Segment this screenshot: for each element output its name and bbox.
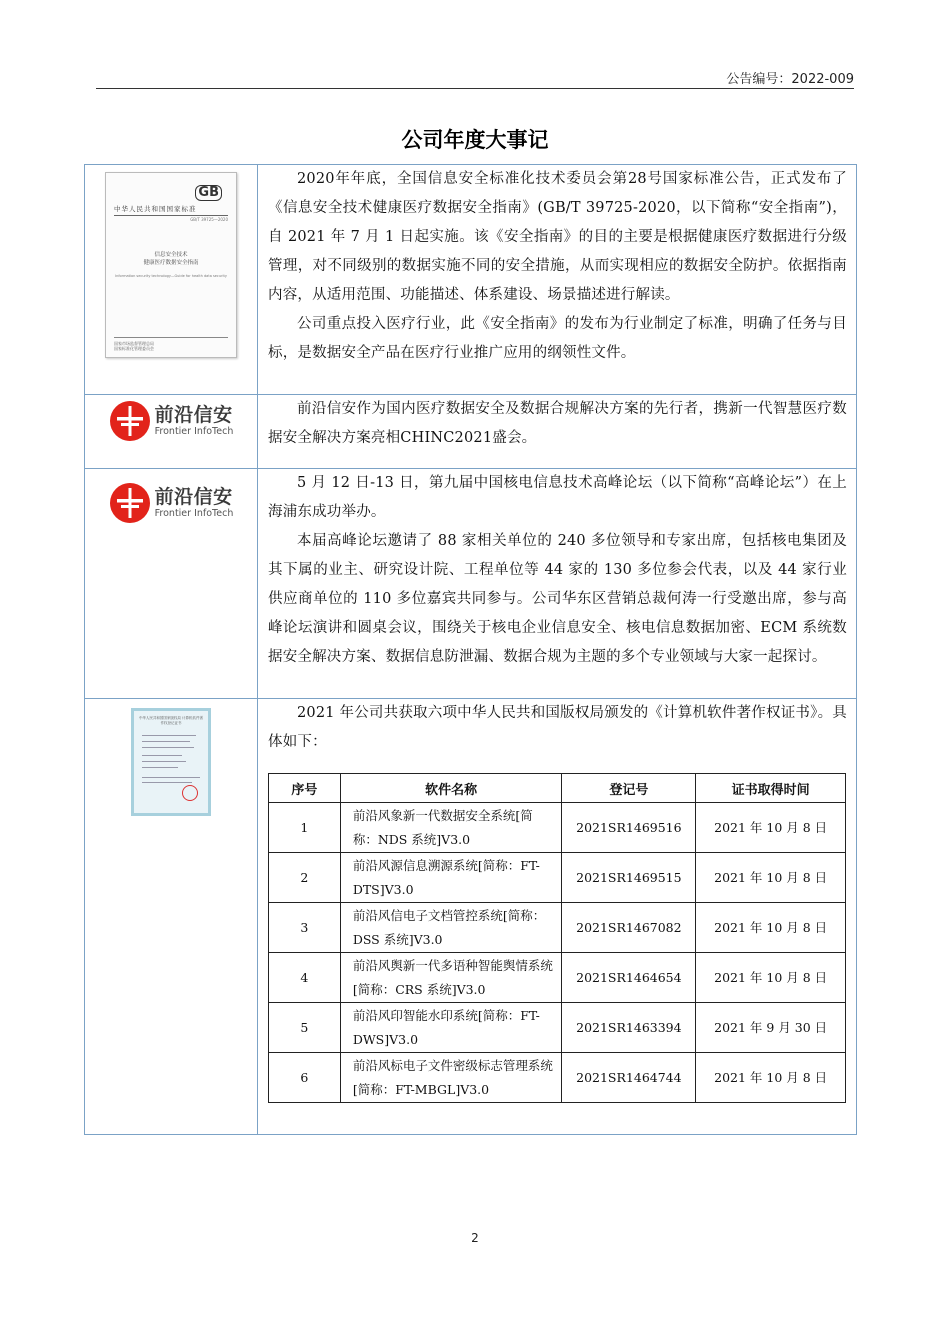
cell-software-name: 前沿风象新一代数据安全系统[简称：NDS 系统]V3.0 <box>340 803 562 853</box>
company-logo-icon <box>109 482 151 524</box>
company-logo-name-cn: 前沿信安 <box>154 404 233 426</box>
event-paragraph: 2021 年公司共获取六项中华人民共和国版权局颁发的《计算机软件著作权证书》。具体如下： <box>268 705 847 750</box>
cell-no: 2 <box>269 853 341 903</box>
gb-logo: GB <box>195 185 222 201</box>
event-paragraph: 2020年年底，全国信息安全标准化技术委员会第28号国家标准公告，正式发布了《信息安全技术健康医疗数据安全指南》(GB/T 39725-2020，以下简称“安全指南”)，自 2021 年 7 月 1 日起实施。该《安全指南》的目的主要是根据健康医疗数据进行分级管理，对不同级别的数据实施不同的安全措施，从而实现相应的数据安全防护。依据指南内容，从适用范围、功能描述、体系建设、场景描述进行解读。 <box>268 171 847 303</box>
table-row <box>269 803 846 853</box>
event-row <box>85 469 857 699</box>
event-text-cell <box>258 395 857 469</box>
company-logo-name-cn: 前沿信安 <box>154 486 233 508</box>
announcement-number: 公告编号：2022-009 <box>726 72 854 87</box>
copyright-certificate-image <box>131 708 211 816</box>
cell-registration-no: 2021SR1464654 <box>562 953 696 1003</box>
cell-no: 4 <box>269 953 341 1003</box>
cell-registration-no: 2021SR1469516 <box>562 803 696 853</box>
table-row <box>269 853 846 903</box>
gb-bottom-divider <box>114 337 228 338</box>
column-header: 软件名称 <box>340 774 562 803</box>
event-row <box>85 165 857 395</box>
cell-software-name: 前沿风印智能水印系统[简称：FT-DWS]V3.0 <box>340 1003 562 1053</box>
gb-publishers <box>114 341 154 351</box>
cell-no: 1 <box>269 803 341 853</box>
table-row <box>269 953 846 1003</box>
certificate-seal <box>182 785 198 801</box>
gb-standard-number: GB/T 39725—2020 <box>190 217 228 222</box>
software-copyright-table <box>268 773 846 1103</box>
cell-registration-no: 2021SR1467082 <box>562 903 696 953</box>
certificate-text-line <box>142 777 200 778</box>
cell-date: 2021 年 10 月 8 日 <box>696 953 846 1003</box>
cell-no: 3 <box>269 903 341 953</box>
table-row <box>269 1053 846 1103</box>
event-image-cell <box>85 165 258 395</box>
cell-registration-no: 2021SR1469515 <box>562 853 696 903</box>
column-header: 登记号 <box>562 774 696 803</box>
gb-standard-cover-image <box>105 172 237 358</box>
cell-software-name: 前沿风舆新一代多语种智能舆情系统[简称：CRS 系统]V3.0 <box>340 953 562 1003</box>
certificate-text-line <box>142 741 190 742</box>
certificate-text-line <box>142 782 192 783</box>
page-title: 公司年度大事记 <box>401 128 549 152</box>
certificate-text-line <box>142 767 178 768</box>
cell-registration-no: 2021SR1464744 <box>562 1053 696 1103</box>
event-paragraph: 5 月 12 日-13 日，第九届中国核电信息技术高峰论坛（以下简称“高峰论坛”）在上海浦东成功举办。 <box>268 475 847 520</box>
company-logo <box>86 470 256 524</box>
gb-title-line-2: 健康医疗数据安全指南 <box>143 260 199 266</box>
company-logo-icon <box>109 400 151 442</box>
event-text-cell <box>258 699 857 1135</box>
page-number: 2 <box>471 1231 479 1245</box>
column-header: 序号 <box>269 774 341 803</box>
cell-software-name: 前沿风信电子文档管控系统[简称：DSS 系统]V3.0 <box>340 903 562 953</box>
certificate-text-line <box>142 747 194 748</box>
event-paragraph: 公司重点投入医疗行业，此《安全指南》的发布为行业制定了标准，明确了任务与目标，是数据安全产品在医疗行业推广应用的纲领性文件。 <box>268 316 847 361</box>
column-header: 证书取得时间 <box>696 774 846 803</box>
certificate-title: 中华人民共和国国家版权局 计算机软件著作权登记证书 <box>138 716 204 725</box>
cell-date: 2021 年 10 月 8 日 <box>696 803 846 853</box>
certificate-text-line <box>142 755 182 756</box>
event-text-cell <box>258 469 857 699</box>
events-table <box>84 164 857 1135</box>
gb-title-en: Information security technology—Guide for health data security <box>115 274 227 278</box>
gb-title-line-1: 信息安全技术 <box>154 252 188 258</box>
event-paragraph: 前沿信安作为国内医疗数据安全及数据合规解决方案的先行者，携新一代智慧医疗数据安全解决方案亮相CHINC2021盛会。 <box>268 401 847 446</box>
table-row <box>269 903 846 953</box>
company-logo-name-en: Frontier InfoTech <box>154 426 234 437</box>
event-paragraph: 本届高峰论坛邀请了 88 家相关单位的 240 多位领导和专家出席，包括核电集团及其下属的业主、研究设计院、工程单位等 44 家的 130 多位参会代表，以及 44 家行业供应商单位的 110 多位嘉宾共同参与。公司华东区营销总裁何涛一行受邀出席，参与高峰论坛演讲和圆桌会议，围绕关于核电企业信息安全、核电信息数据加密、ECM 系统数据安全解决方案、数据信息防泄漏、数据合规为主题的多个专业领域与大家一起探讨。 <box>268 533 847 665</box>
gb-publisher-2: 国家标准化管理委员会 <box>114 346 154 351</box>
cell-software-name: 前沿风源信息溯源系统[简称：FT-DTS]V3.0 <box>340 853 562 903</box>
event-image-cell <box>85 395 258 469</box>
table-row <box>269 1003 846 1053</box>
table-header-row <box>269 774 846 803</box>
gb-divider <box>114 215 228 216</box>
event-row <box>85 699 857 1135</box>
cell-software-name: 前沿风标电子文件密级标志管理系统[简称：FT-MBGL]V3.0 <box>340 1053 562 1103</box>
certificate-text-line <box>142 735 196 736</box>
header-rule <box>96 88 854 89</box>
company-logo <box>86 396 256 442</box>
event-text-cell <box>258 165 857 395</box>
cell-registration-no: 2021SR1463394 <box>562 1003 696 1053</box>
cell-no: 6 <box>269 1053 341 1103</box>
cell-date: 2021 年 9 月 30 日 <box>696 1003 846 1053</box>
gb-publisher-1: 国家市场监督管理总局 <box>114 341 154 346</box>
cell-date: 2021 年 10 月 8 日 <box>696 853 846 903</box>
event-row <box>85 395 857 469</box>
company-logo-name-en: Frontier InfoTech <box>154 508 234 519</box>
cell-date: 2021 年 10 月 8 日 <box>696 1053 846 1103</box>
gb-title <box>106 251 236 267</box>
cell-date: 2021 年 10 月 8 日 <box>696 903 846 953</box>
certificate-text-line <box>142 761 186 762</box>
event-image-cell <box>85 469 258 699</box>
cell-no: 5 <box>269 1003 341 1053</box>
gb-national-standard-label: 中华人民共和国国家标准 <box>114 205 197 213</box>
event-image-cell <box>85 699 258 1135</box>
